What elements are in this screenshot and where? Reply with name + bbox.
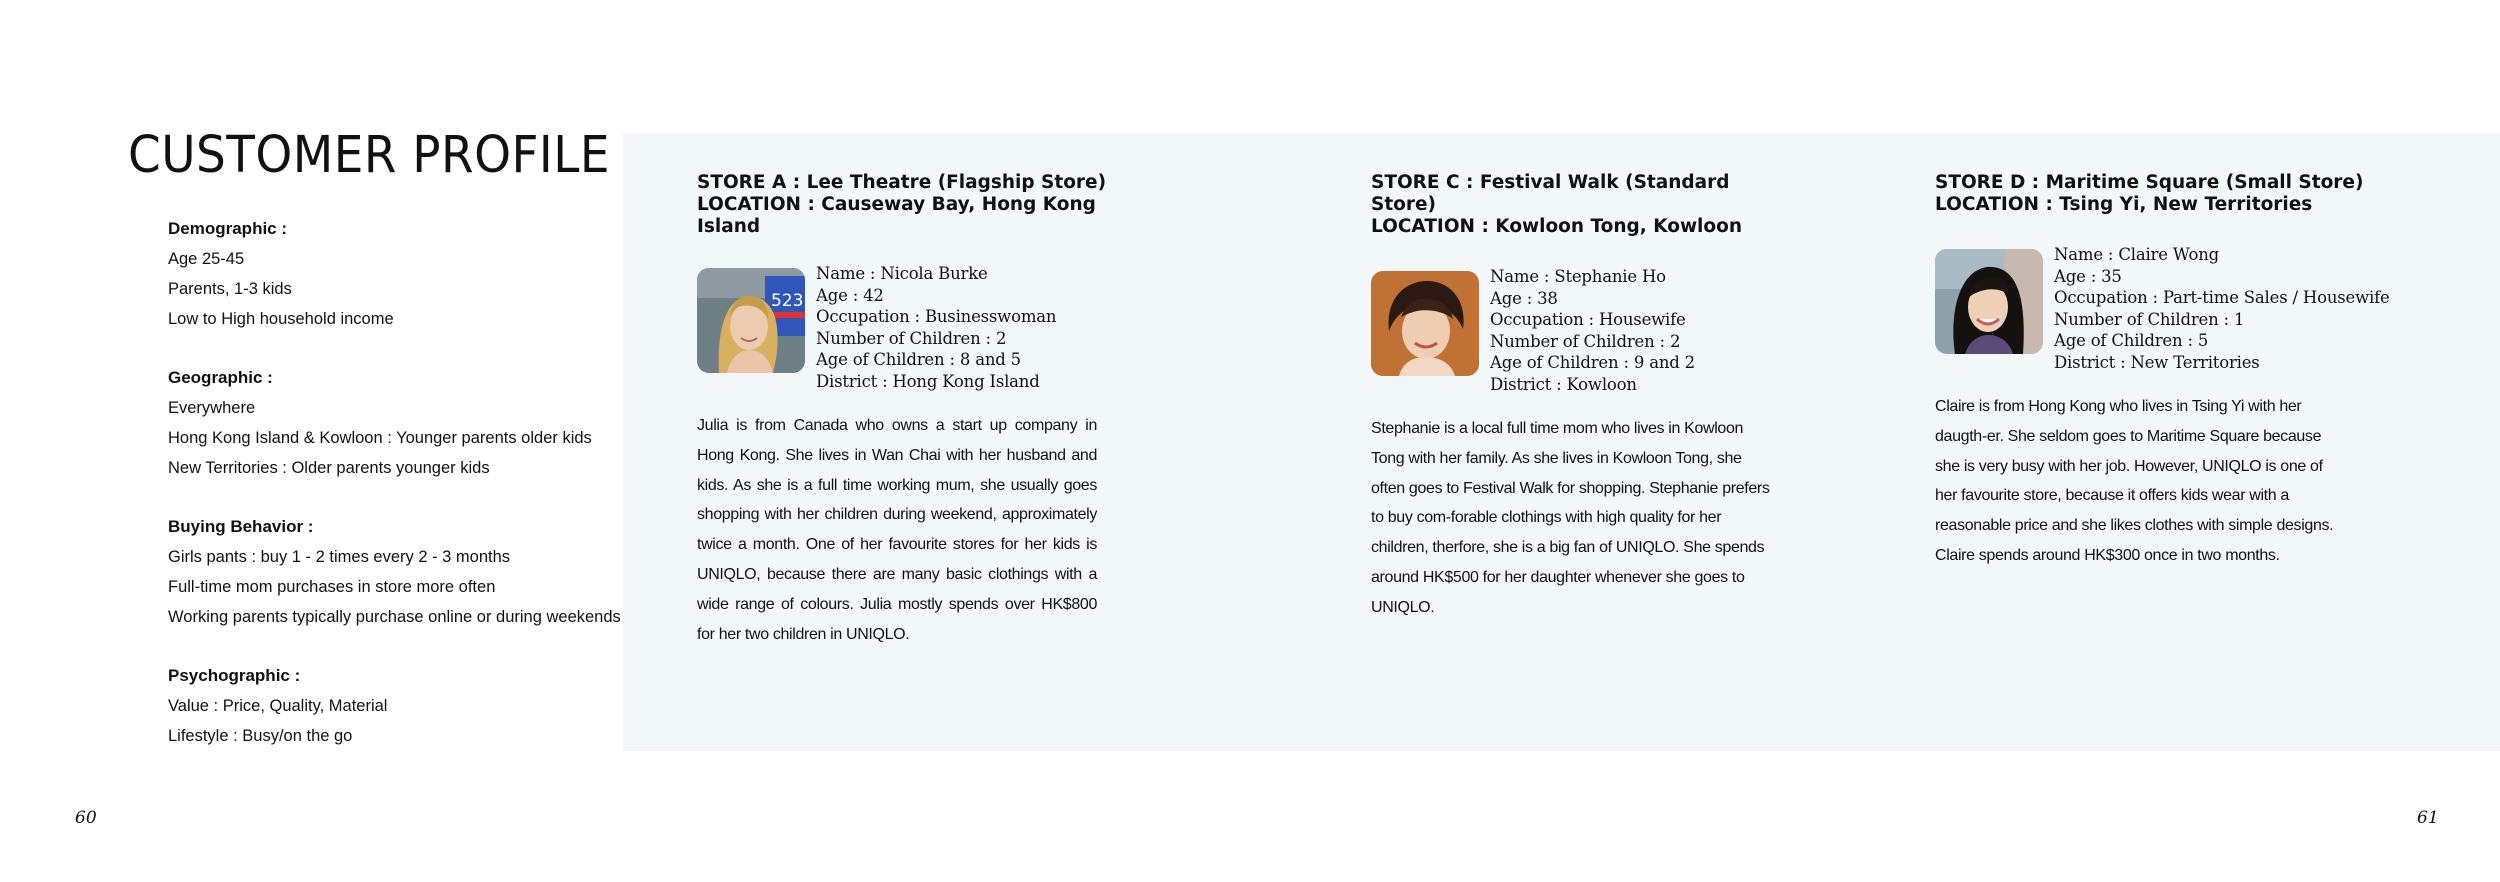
- section-heading: Psychographic :: [168, 666, 301, 685]
- persona-card-store-d: [1935, 172, 2390, 571]
- persona-children-count: Number of Children : 1: [2054, 309, 2245, 329]
- section-line: New Territories : Older parents younger kids: [168, 459, 490, 477]
- section-buying-behavior: [168, 512, 621, 632]
- persona-occupation: Occupation : Part-time Sales / Housewife: [2054, 288, 2390, 307]
- persona-name: Name : Stephanie Ho: [1490, 267, 1666, 286]
- location-label: LOCATION : Tsing Yi, New Territories: [1935, 194, 2313, 215]
- section-heading: Geographic :: [168, 368, 273, 387]
- section-geographic: [168, 363, 608, 483]
- store-label: STORE D : Maritime Square (Small Store): [1935, 172, 2364, 193]
- section-demographic: [168, 214, 608, 334]
- page-number-left: 60: [75, 808, 97, 828]
- location-label: LOCATION : Kowloon Tong, Kowloon: [1371, 216, 1742, 237]
- persona-children-age: Age of Children : 8 and 5: [816, 350, 1021, 369]
- section-line: Low to High household income: [168, 310, 394, 328]
- store-label: STORE A : Lee Theatre (Flagship Store): [697, 172, 1107, 193]
- section-line: Lifestyle : Busy/on the go: [168, 727, 353, 745]
- persona-children-age: Age of Children : 9 and 2: [1490, 353, 1695, 372]
- persona-profile: [1935, 244, 2390, 372]
- page-number-right: 61: [2417, 808, 2439, 828]
- location-label: LOCATION : Causeway Bay, Hong Kong Island: [697, 194, 1096, 237]
- persona-name: Name : Nicola Burke: [816, 264, 988, 283]
- persona-photo: [1371, 271, 1479, 376]
- persona-bio: Julia is from Canada who owns a start up company in Hong Kong. She lives in Wan Chai with her husband and kids. As she is a full time working mum, she usually goes shopping with her children during weekend, approximately twice a month. One of her favourite stores for her kids is UNIQLO, because there are many basic clothings with a wide range of colours. Julia mostly spends over HK$800 for her two children in UNIQLO.: [697, 417, 1097, 643]
- persona-age: Age : 42: [816, 285, 884, 305]
- section-line: Girls pants : buy 1 - 2 times every 2 - 3 months: [168, 548, 511, 566]
- persona-profile: [697, 263, 1117, 391]
- persona-bio: Stephanie is a local full time mom who lives in Kowloon Tong with her family. As she lives in Kowloon Tong, she often goes to Festival Walk for shopping. Stephanie prefers to buy com-forable clothings with high quality for her children, therfore, she is a big fan of UNIQLO. She spends around HK$500 for her daughter whenever she goes to UNIQLO.: [1371, 420, 1770, 616]
- persona-age: Age : 35: [2054, 266, 2122, 286]
- section-line: Parents, 1-3 kids: [168, 280, 292, 298]
- store-label: STORE C : Festival Walk (Standard Store): [1371, 172, 1730, 215]
- persona-name: Name : Claire Wong: [2054, 245, 2220, 264]
- persona-children-count: Number of Children : 2: [816, 328, 1007, 348]
- persona-bio: Claire is from Hong Kong who lives in Tsing Yi with her daugth-er. She seldom goes to Maritime Square because she is very busy with her job. However, UNIQLO is one of her favourite store, because it offers kids wear with a reasonable price and she likes clothes with simple designs. Claire spends around HK$300 once in two months.: [1935, 398, 2334, 564]
- persona-age: Age : 38: [1490, 288, 1558, 308]
- section-line: Everywhere: [168, 399, 256, 417]
- persona-photo-image: [1371, 271, 1479, 376]
- section-line: Value : Price, Quality, Material: [168, 697, 388, 715]
- persona-occupation: Occupation : Businesswoman: [816, 307, 1057, 326]
- photo-sign-text: 523: [771, 291, 804, 311]
- persona-card-store-c: [1371, 172, 1791, 623]
- persona-details: [1490, 266, 1695, 395]
- persona-district: District : Kowloon: [1490, 374, 1637, 394]
- section-line: Full-time mom purchases in store more often: [168, 578, 496, 596]
- persona-children-count: Number of Children : 2: [1490, 331, 1681, 351]
- customer-profile-summary: [168, 214, 621, 780]
- persona-photo: [697, 268, 805, 373]
- persona-children-age: Age of Children : 5: [2054, 331, 2209, 350]
- section-line: Working parents typically purchase online or during weekends: [168, 608, 621, 626]
- section-line: Age 25-45: [168, 250, 245, 268]
- persona-details: [2054, 244, 2390, 373]
- persona-profile: [1371, 266, 1791, 394]
- section-heading: Buying Behavior :: [168, 517, 314, 536]
- persona-photo: [1935, 249, 2043, 354]
- persona-photo-image: [697, 268, 805, 373]
- persona-district: District : Hong Kong Island: [816, 371, 1040, 391]
- persona-details: [816, 263, 1056, 392]
- persona-district: District : New Territories: [2054, 352, 2260, 372]
- persona-photo-image: [1935, 249, 2043, 354]
- persona-occupation: Occupation : Housewife: [1490, 310, 1686, 329]
- page-title: CUSTOMER PROFILE: [128, 126, 610, 185]
- persona-card-store-a: [697, 172, 1117, 649]
- section-line: Hong Kong Island & Kowloon : Younger parents older kids: [168, 429, 592, 447]
- section-heading: Demographic :: [168, 219, 288, 238]
- section-psychographic: [168, 661, 608, 751]
